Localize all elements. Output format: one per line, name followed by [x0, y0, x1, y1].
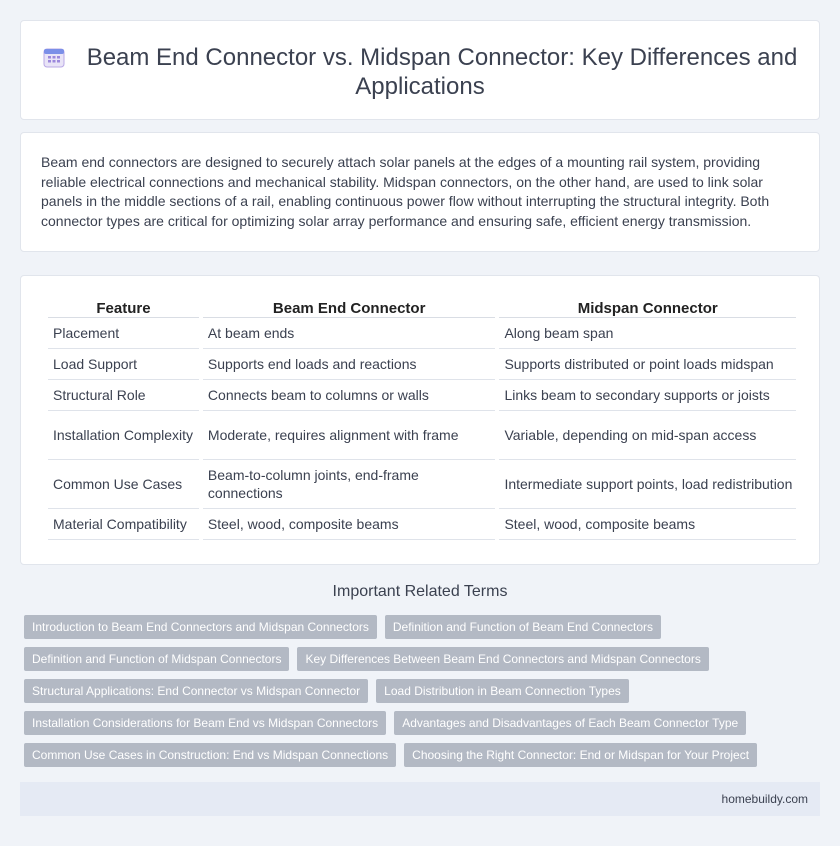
table-cell: Structural Role	[48, 380, 199, 411]
column-header: Feature	[48, 296, 199, 318]
column-header: Beam End Connector	[203, 296, 496, 318]
table-cell: Links beam to secondary supports or joists	[499, 380, 796, 411]
table-cell: Load Support	[48, 349, 199, 380]
table-cell: Variable, depending on mid-span access	[499, 411, 796, 460]
related-term-link[interactable]: Installation Considerations for Beam End vs Midspan Connectors	[24, 711, 386, 735]
table-cell: At beam ends	[203, 318, 496, 349]
related-term-link[interactable]: Choosing the Right Connector: End or Midspan for Your Project	[404, 743, 757, 767]
footer	[20, 782, 820, 816]
table-row	[48, 318, 796, 349]
related-term-link[interactable]: Advantages and Disadvantages of Each Beam Connector Type	[394, 711, 746, 735]
table-cell: Supports distributed or point loads midspan	[499, 349, 796, 380]
related-term-link[interactable]: Common Use Cases in Construction: End vs Midspan Connections	[24, 743, 396, 767]
table-cell: Intermediate support points, load redistribution	[499, 460, 796, 509]
intro-card	[20, 132, 820, 252]
related-term-link[interactable]: Key Differences Between Beam End Connectors and Midspan Connectors	[297, 647, 708, 671]
related-term-link[interactable]: Introduction to Beam End Connectors and Midspan Connectors	[24, 615, 377, 639]
table-cell: Common Use Cases	[48, 460, 199, 509]
related-terms-heading: Important Related Terms	[332, 583, 508, 600]
table-cell: Placement	[48, 318, 199, 349]
table-row	[48, 349, 796, 380]
table-cell: Supports end loads and reactions	[203, 349, 496, 380]
related-terms-list	[24, 615, 814, 775]
table-row	[48, 509, 796, 540]
related-term-link[interactable]: Definition and Function of Midspan Connectors	[24, 647, 289, 671]
table-row	[48, 460, 796, 509]
title-card	[20, 20, 820, 120]
table-cell: Along beam span	[499, 318, 796, 349]
calendar-icon	[43, 46, 65, 68]
footer-site-link[interactable]: homebuildy.com	[721, 792, 808, 806]
table-cell: Connects beam to columns or walls	[203, 380, 496, 411]
table-header-row	[48, 296, 796, 318]
table-cell: Installation Complexity	[48, 411, 199, 460]
related-term-link[interactable]: Definition and Function of Beam End Connectors	[385, 615, 661, 639]
table-cell: Beam-to-column joints, end-frame connections	[203, 460, 496, 509]
table-cell: Steel, wood, composite beams	[499, 509, 796, 540]
table-row	[48, 380, 796, 411]
table-row	[48, 411, 796, 460]
related-term-link[interactable]: Structural Applications: End Connector vs Midspan Connector	[24, 679, 368, 703]
column-header: Midspan Connector	[499, 296, 796, 318]
comparison-table	[44, 296, 800, 540]
table-cell: Steel, wood, composite beams	[203, 509, 496, 540]
related-term-link[interactable]: Load Distribution in Beam Connection Types	[376, 679, 629, 703]
intro-paragraph: Beam end connectors are designed to securely attach solar panels at the edges of a mounting rail system, providing reliable electrical connections and mechanical stability. Midspan connectors, on the other hand, are used to link solar panels in the middle sections of a rail, enabling continuous power flow without interrupting the structural integrity. Both connector types are critical for optimizing solar array performance and ensuring safe, efficient energy transmission.	[41, 154, 770, 229]
table-cell: Material Compatibility	[48, 509, 199, 540]
comparison-table-card	[20, 275, 820, 565]
table-cell: Moderate, requires alignment with frame	[203, 411, 496, 460]
page-title-text: Beam End Connector vs. Midspan Connector: Key Differences and Applications	[86, 44, 798, 100]
page-title	[40, 43, 800, 101]
